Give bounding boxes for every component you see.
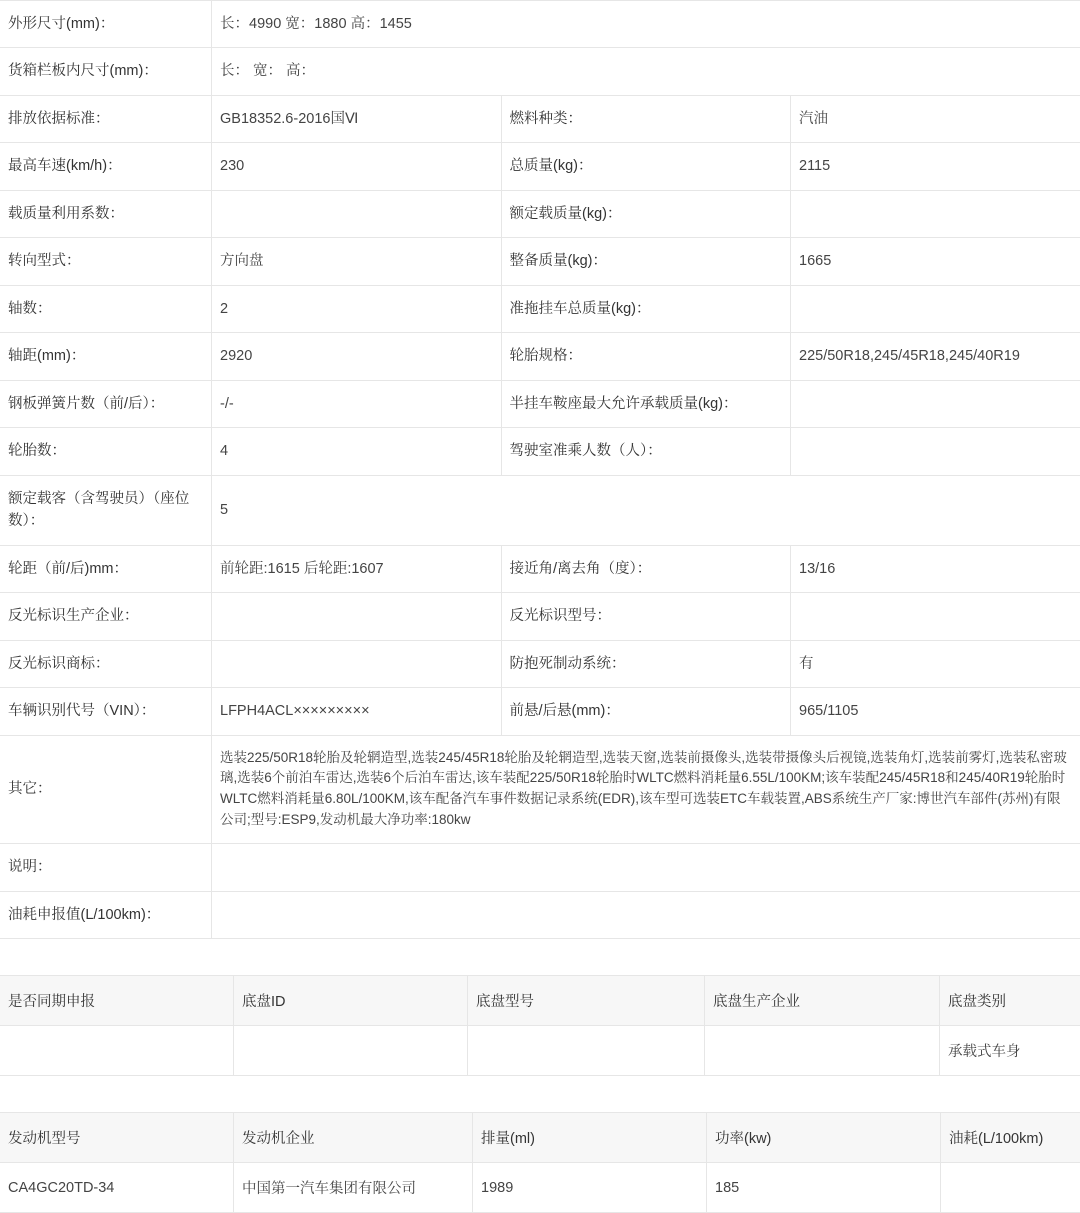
spec-value: 方向盘 [212,238,502,285]
table-row [0,333,1080,380]
spec-value [791,593,1080,640]
table-row [0,1,1080,48]
spec-value [212,190,502,237]
spec-value: 225/50R18,245/45R18,245/40R19 [791,333,1080,380]
chassis-cell [234,1026,468,1076]
other-label: 其它： [0,735,212,844]
chassis-header-cell: 底盘型号 [468,976,705,1026]
spec-value: 4 [212,428,502,475]
spec-value: -/- [212,380,502,427]
spec-label: 前悬/后悬(mm)： [501,688,791,735]
chassis-header-cell: 底盘类别 [940,976,1080,1026]
spec-value: 965/1105 [791,688,1080,735]
chassis-table [0,975,1080,1076]
engine-cell: CA4GC20TD-34 [0,1163,234,1213]
note-label: 说明： [0,844,212,891]
spec-value [791,428,1080,475]
spec-label: 准拖挂车总质量(kg)： [501,285,791,332]
engine-header-cell: 功率(kw) [707,1113,941,1163]
other-value: 选装225/50R18轮胎及轮辋造型,选装245/45R18轮胎及轮辋造型,选装天窗,选装前摄像头,选装带摄像头后视镜,选装角灯,选装前雾灯,选装私密玻璃,选装6个前泊车雷达,选装6个后泊车雷达,该车装配225/50R18轮胎时WLTC燃料消耗量6.55L/100KM;该车装配245/45R18和245/40R19轮胎时WLTC燃料消耗量6.80L/100KM,该车配备汽车事件数据记录系统(EDR),该车型可选装ETC车载装置,ABS系统生产厂家:博世汽车部件(苏州)有限公司;型号:ESP9,发动机最大净功率:180kw [212,735,1080,844]
table-row [0,545,1080,592]
spec-label: 货箱栏板内尺寸(mm)： [0,48,212,95]
engine-cell: 1989 [473,1163,707,1213]
spec-label: 轮胎规格： [501,333,791,380]
spec-label: 轴距(mm)： [0,333,212,380]
table-row [0,380,1080,427]
chassis-header-cell: 是否同期申报 [0,976,234,1026]
spec-value: 230 [212,143,502,190]
spec-label: 防抱死制动系统： [501,640,791,687]
spec-label: 反光标识型号： [501,593,791,640]
spec-label: 最高车速(km/h)： [0,143,212,190]
table-row [0,238,1080,285]
spec-label: 车辆识别代号（VIN）： [0,688,212,735]
engine-header-cell: 发动机型号 [0,1113,234,1163]
chassis-header-cell: 底盘生产企业 [705,976,940,1026]
table-row [0,428,1080,475]
spec-value: 13/16 [791,545,1080,592]
engine-header-cell: 发动机企业 [234,1113,473,1163]
table-row-fuel-declared [0,891,1080,938]
table-row [0,95,1080,142]
engine-cell: 185 [707,1163,941,1213]
spec-label: 燃料种类： [501,95,791,142]
section-gap [0,939,1080,975]
table-row [0,48,1080,95]
fuel-declared-label: 油耗申报值(L/100km)： [0,891,212,938]
spec-value [212,593,502,640]
spec-value: 2 [212,285,502,332]
chassis-cell [0,1026,234,1076]
spec-label: 整备质量(kg)： [501,238,791,285]
table-row [0,1163,1080,1213]
chassis-cell [468,1026,705,1076]
spec-label: 额定载客（含驾驶员）（座位数）： [0,475,212,545]
spec-value: 5 [212,475,1080,545]
spec-label: 轮距（前/后)mm： [0,545,212,592]
spec-label: 轴数： [0,285,212,332]
table-row [0,1026,1080,1076]
chassis-header-row [0,976,1080,1026]
chassis-cell: 承载式车身 [940,1026,1080,1076]
spec-label: 额定载质量(kg)： [501,190,791,237]
spec-label: 接近角/离去角（度）： [501,545,791,592]
spec-label: 排放依据标准： [0,95,212,142]
chassis-header-cell: 底盘ID [234,976,468,1026]
table-row [0,285,1080,332]
spec-value: 汽油 [791,95,1080,142]
spec-value: 2115 [791,143,1080,190]
spec-value [791,285,1080,332]
engine-table-body [0,1163,1080,1213]
chassis-table-head [0,976,1080,1026]
fuel-declared-value [212,891,1080,938]
spec-label: 半挂车鞍座最大允许承载质量(kg)： [501,380,791,427]
spec-label: 驾驶室准乘人数（人）： [501,428,791,475]
spec-value: 前轮距:1615 后轮距:1607 [212,545,502,592]
table-row [0,475,1080,545]
engine-header-row [0,1113,1080,1163]
spec-value: 有 [791,640,1080,687]
engine-header-cell: 排量(ml) [473,1113,707,1163]
table-row-other [0,735,1080,844]
spec-value: 2920 [212,333,502,380]
engine-table [0,1112,1080,1213]
engine-cell: 中国第一汽车集团有限公司 [234,1163,473,1213]
engine-header-cell: 油耗(L/100km) [941,1113,1080,1163]
spec-value [791,190,1080,237]
table-row [0,190,1080,237]
table-row [0,640,1080,687]
section-gap-2 [0,1076,1080,1112]
table-row [0,143,1080,190]
table-row-note [0,844,1080,891]
spec-label: 总质量(kg)： [501,143,791,190]
spec-label: 轮胎数： [0,428,212,475]
spec-label: 反光标识生产企业： [0,593,212,640]
spec-label: 转向型式： [0,238,212,285]
spec-value: LFPH4ACL××××××××× [212,688,502,735]
table-row [0,688,1080,735]
spec-value: GB18352.6-2016国Ⅵ [212,95,502,142]
table-row [0,593,1080,640]
spec-value [212,640,502,687]
spec-value [791,380,1080,427]
spec-value: 长： 宽： 高： [212,48,1080,95]
engine-table-head [0,1113,1080,1163]
spec-table-body [0,1,1080,939]
spec-label: 载质量利用系数： [0,190,212,237]
engine-cell [941,1163,1080,1213]
spec-value: 长：4990 宽：1880 高：1455 [212,1,1080,48]
spec-value: 1665 [791,238,1080,285]
spec-label: 反光标识商标： [0,640,212,687]
spec-label: 钢板弹簧片数（前/后）： [0,380,212,427]
spec-label: 外形尺寸(mm)： [0,1,212,48]
chassis-table-body [0,1026,1080,1076]
note-value [212,844,1080,891]
chassis-cell [705,1026,940,1076]
